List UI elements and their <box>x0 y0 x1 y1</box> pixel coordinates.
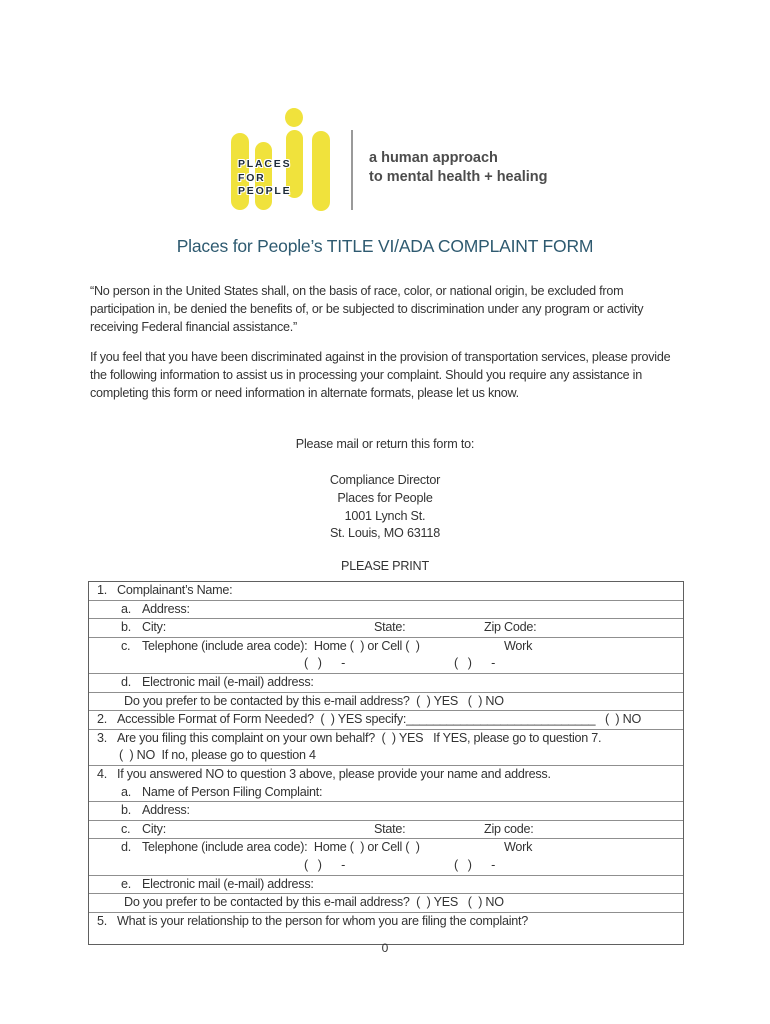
table-row-line <box>89 876 683 894</box>
table-row-line <box>89 894 683 912</box>
table-row <box>89 674 683 693</box>
address-line: Places for People <box>337 490 433 505</box>
table-row-line <box>89 913 683 931</box>
sub-item-letter: d. <box>121 840 132 855</box>
table-row-line <box>89 857 683 875</box>
sub-item-text: Electronic mail (e-mail) address: <box>142 876 314 891</box>
phone-blank-field: ( ) - <box>304 857 346 872</box>
sub-item-text: Name of Person Filing Complaint: <box>142 784 323 799</box>
mail-to-lead: Please mail or return this form to: <box>295 437 475 451</box>
table-row-line <box>89 821 683 839</box>
nondiscrimination-quote: “No person in the United States shall, on the basis of race, color, or national origin, be excluded from participation in, be denied the benefits of, or be subjected to discrimination under any program or activity receiving Federal financial assistance.” <box>90 284 644 334</box>
state-label: State: <box>374 821 406 836</box>
table-row-line <box>89 674 683 692</box>
address-line: St. Louis, MO 63118 <box>329 526 441 541</box>
brand-tagline <box>369 149 547 186</box>
brand-mark-icon <box>231 100 333 213</box>
work-label: Work <box>504 840 533 855</box>
table-row <box>89 619 683 638</box>
question-text: If you answered NO to question 3 above, please provide your name and address. <box>117 766 551 781</box>
sub-item-letter: e. <box>121 876 132 891</box>
table-row-line <box>89 638 683 656</box>
please-print-heading: PLEASE PRINT <box>341 559 429 573</box>
question-text: Complainant’s Name: <box>117 583 233 597</box>
table-row <box>89 821 683 840</box>
tagline-line: to mental health + healing <box>369 168 548 185</box>
filing-instructions: If you feel that you have been discriminated against in the provision of transportation services, please provide the following information to assist us in processing your complaint. Should you require any assistance in completing this form or need information in alternate formats, please let us know. <box>90 350 671 400</box>
email-contact-preference: Do you prefer to be contacted by this e-mail address? ( ) YES ( ) NO <box>124 693 504 708</box>
phone-blank-field: ( ) - <box>454 656 496 671</box>
table-row <box>89 839 683 875</box>
sub-item-letter: c. <box>121 638 131 653</box>
sub-item-letter: b. <box>121 803 132 818</box>
table-row-line <box>89 839 683 857</box>
question-text: Accessible Format of Form Needed? ( ) YES specify:____________________________ ( ) NO <box>117 712 642 727</box>
city-label: City: <box>142 821 166 836</box>
address-line: Compliance Director <box>329 473 441 487</box>
state-label: State: <box>374 620 406 635</box>
logo <box>231 100 561 215</box>
zip-label: Zip code: <box>484 821 534 836</box>
city-label: City: <box>142 620 166 635</box>
question-number: 1. <box>97 583 108 597</box>
telephone-label: Telephone (include area code): Home ( ) or Cell ( ) <box>142 638 420 653</box>
table-row <box>89 693 683 712</box>
work-label: Work <box>504 638 533 653</box>
sub-item-letter: d. <box>121 674 132 689</box>
sub-item-text: Address: <box>142 803 190 818</box>
sub-item-letter: a. <box>121 601 132 616</box>
brand-word: PEOPLE <box>238 185 292 197</box>
sub-item-letter: c. <box>121 821 131 836</box>
table-row-line <box>89 582 683 600</box>
table-row-line <box>89 693 683 711</box>
table-row-line <box>89 601 683 619</box>
phone-blank-field: ( ) - <box>454 857 496 872</box>
table-row-line <box>89 802 683 820</box>
zip-label: Zip Code: <box>484 620 537 635</box>
table-row-line <box>89 747 683 765</box>
table-row <box>89 766 683 802</box>
table-row-line <box>89 619 683 637</box>
complaint-form-table <box>88 581 684 945</box>
logo-divider <box>351 130 353 210</box>
email-contact-preference: Do you prefer to be contacted by this e-mail address? ( ) YES ( ) NO <box>124 895 504 910</box>
sub-item-letter: b. <box>121 620 132 635</box>
brand-word: PLACES <box>238 158 292 170</box>
table-row <box>89 894 683 913</box>
question-text: What is your relationship to the person for whom you are filing the complaint? <box>117 913 529 928</box>
table-row <box>89 582 683 601</box>
question-text: Are you filing this complaint on your own behalf? ( ) YES If YES, please go to question 7. <box>117 730 602 745</box>
logo-pill-icon <box>312 131 330 211</box>
table-row <box>89 802 683 821</box>
brand-word: FOR <box>238 171 266 184</box>
question-number: 4. <box>97 766 108 781</box>
question-number: 5. <box>97 913 108 928</box>
question-number: 3. <box>97 730 108 745</box>
sub-item-letter: a. <box>121 784 132 799</box>
table-row-line <box>89 766 683 784</box>
telephone-label: Telephone (include area code): Home ( ) or Cell ( ) <box>142 840 420 855</box>
tagline-line: a human approach <box>369 150 498 166</box>
mail-to-address <box>0 472 770 543</box>
table-row-line <box>89 711 683 729</box>
table-row <box>89 730 683 766</box>
logo-dot-icon <box>285 108 303 127</box>
address-line: 1001 Lynch St. <box>344 508 426 523</box>
table-row <box>89 601 683 620</box>
brand-wordmark <box>238 158 291 199</box>
table-row <box>89 711 683 730</box>
table-row-line <box>89 655 683 673</box>
table-row <box>89 913 683 944</box>
table-row <box>89 876 683 895</box>
phone-blank-field: ( ) - <box>304 656 346 671</box>
sub-item-text: Electronic mail (e-mail) address: <box>142 674 314 689</box>
question-text-continued: ( ) NO If no, please go to question 4 <box>119 748 316 763</box>
sub-item-text: Address: <box>142 601 190 616</box>
page-number: 0 <box>381 941 389 955</box>
table-row-line <box>89 784 683 802</box>
table-row <box>89 638 683 674</box>
page-title: Places for People’s TITLE VI/ADA COMPLAINT FORM <box>176 236 594 256</box>
table-row-line <box>89 730 683 748</box>
question-number: 2. <box>97 712 108 727</box>
